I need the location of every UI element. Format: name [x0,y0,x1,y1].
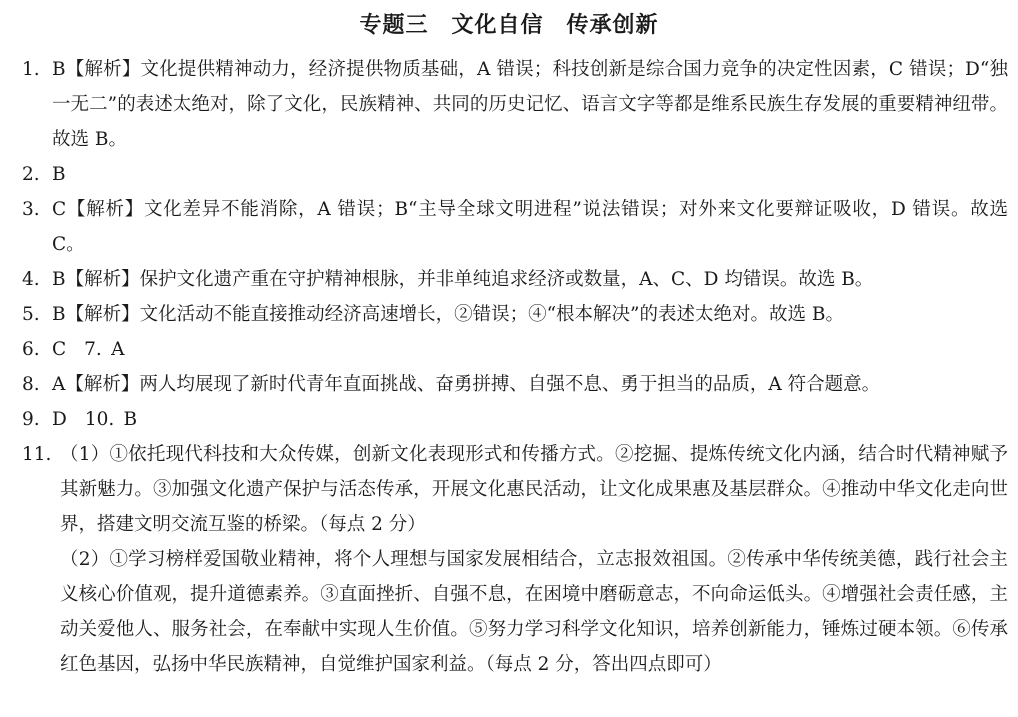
answer-text: B【解析】文化提供精神动力，经济提供物质基础，A 错误；科技创新是综合国力竞争的决定性因素，C 错误；D“独一无二”的表述太绝对，除了文化，民族精神、共同的历史记忆、语言文字等都是维系民族生存发展的重要精神纽带。故选 B。 [52,59,1008,150]
answer-number: 11. [22,444,52,465]
answer-number: 3. [22,199,40,220]
answer-item-5 [0,297,1018,332]
answer-number: 6. [22,339,40,360]
answer-item-1 [0,52,1018,157]
answer-text: B [123,409,138,430]
answer-text: D [52,409,67,430]
answer-number: 4. [22,269,40,290]
answer-subpart-1: （1）①依托现代科技和大众传媒，创新文化表现形式和传播方式。②挖掘、提炼传统文化内涵，结合时代精神赋予其新魅力。③加强文化遗产保护与活态传承，开展文化惠民活动，让文化成果惠及基层群众。④推动中华文化走向世界，搭建文明交流互鉴的桥梁。（每点 2 分） [60,444,1008,535]
answer-text-group [52,402,1008,437]
answer-number: 9. [22,409,40,430]
answer-text: C【解析】文化差异不能消除，A 错误；B“主导全球文明进程”说法错误；对外来文化要辩证吸收，D 错误。故选 C。 [52,199,1008,255]
answer-text: B【解析】保护文化遗产重在守护精神根脉，并非单纯追求经济或数量，A、C、D 均错误。故选 B。 [52,269,874,290]
answer-number: 2. [22,164,40,185]
answer-item-2 [0,157,1018,192]
answer-item-4 [0,262,1018,297]
answer-item-3 [0,192,1018,262]
answer-list [0,52,1018,682]
answer-number: 10. [84,409,115,430]
answer-item-6-7 [0,332,1018,367]
answer-subpart-2: （2）①学习榜样爱国敬业精神，将个人理想与国家发展相结合，立志报效祖国。②传承中华传统美德，践行社会主义核心价值观，提升道德素养。③直面挫折、自强不息，在困境中磨砺意志，不向命运低头。④增强社会责任感，主动关爱他人、服务社会，在奉献中实现人生价值。⑤努力学习科学文化知识，培养创新能力，锤炼过硬本领。⑥传承红色基因，弘扬中华民族精神，自觉维护国家利益。（每点 2 分，答出四点即可） [60,549,1008,675]
answer-text: A【解析】两人均展现了新时代青年直面挑战、奋勇拼搏、自强不息、勇于担当的品质，A 符合题意。 [52,374,881,395]
answer-item-11 [0,437,1018,682]
answer-text: A [111,339,125,360]
answer-subparts [60,437,1008,682]
answer-number: 1. [22,59,40,80]
answer-item-8 [0,367,1018,402]
answer-text: C [52,339,67,360]
answer-number: 7. [84,339,102,360]
page-title: 专题三 文化自信 传承创新 [359,12,659,38]
answer-text-group [52,332,1008,367]
answer-text: B【解析】文化活动不能直接推动经济高速增长，②错误；④“根本解决”的表述太绝对。故选 B。 [52,304,844,325]
answer-number: 5. [22,304,40,325]
answer-item-9-10 [0,402,1018,437]
answer-text: B [52,164,66,185]
answer-number: 8. [22,374,40,395]
